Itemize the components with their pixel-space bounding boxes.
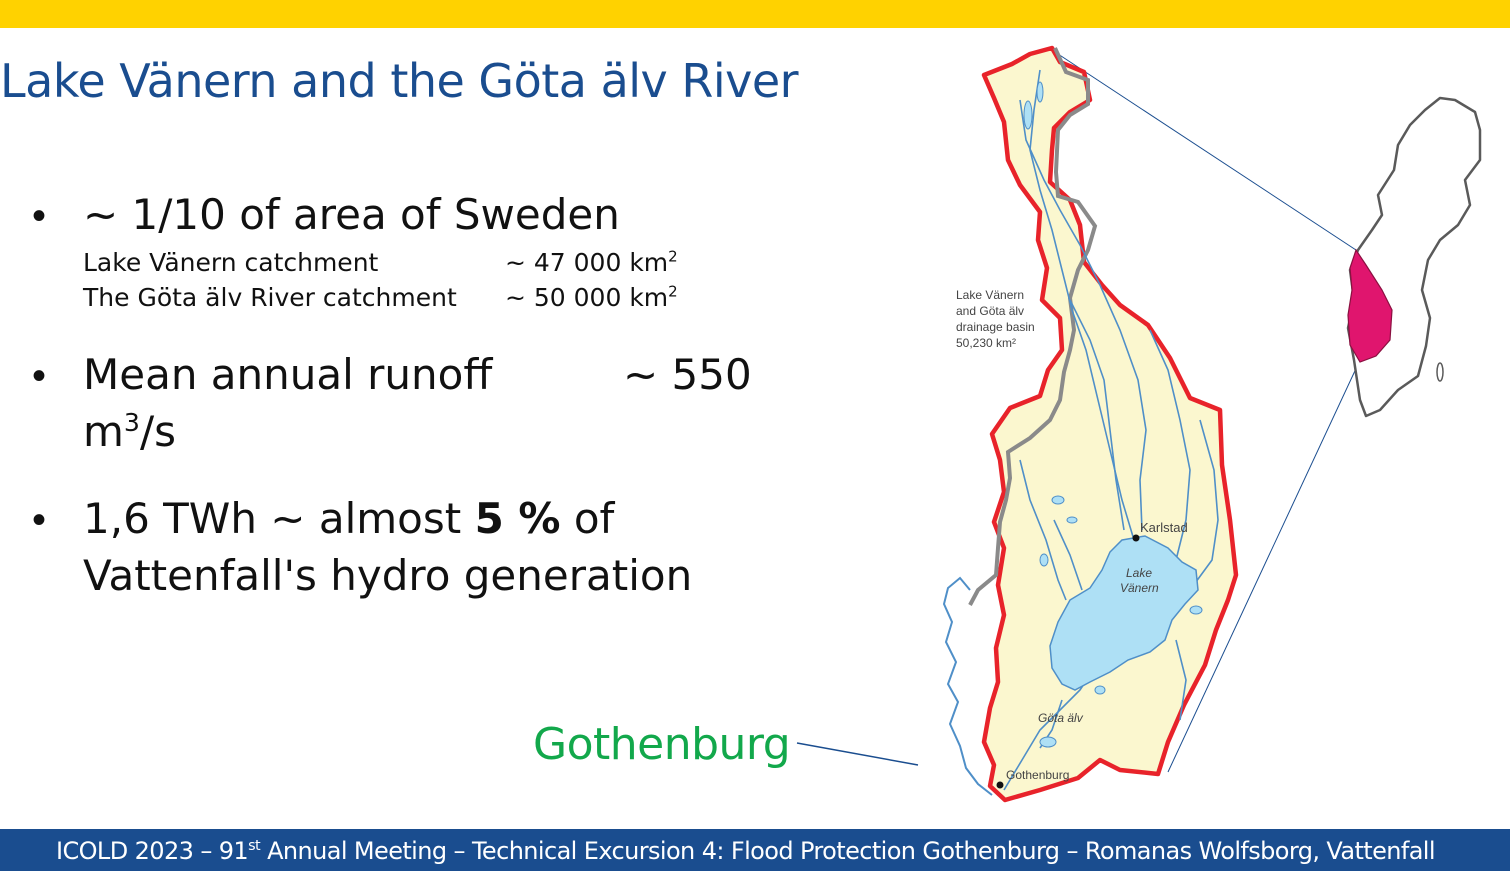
karlstad-label: Karlstad [1140,520,1188,535]
gothenburg-callout: Gothenburg [533,719,791,770]
basin-label-line1: Lake Vänern [956,288,1025,302]
karlstad-marker [1133,535,1140,542]
bullet-area-text: ~ 1/10 of area of Sweden [83,190,620,239]
bullet-runoff-unit: $m^3/s$ [83,407,176,456]
bullet-runoff-label: Mean annual runoff [83,350,493,399]
bullet-runoff-value: ~ 550 [623,350,752,399]
river-label: Göta älv [1038,711,1083,725]
sub-item-gota-label: The Göta älv River catchment [83,283,457,312]
sub-item-gota-value: ~ 50 000 $km^2$ [505,282,678,312]
footer-text: ICOLD 2023 – 91st Annual Meeting – Technical Excursion 4: Flood Protection Gothenburg – Romanas Wolfsborg, Vattenfall [56,837,1435,865]
bullet-marker: • [32,194,47,238]
basin-label-line2: and Göta älv [956,304,1025,318]
bullet-marker: • [32,354,47,398]
gothenburg-map-label: Gothenburg [1006,768,1070,782]
basin-label-line4: 50,230 km² [956,336,1017,350]
lake-label-line1: Lake [1126,566,1153,580]
bullet-marker: • [32,498,47,542]
lake-label-line2: Vänern [1120,581,1159,595]
bullet-generation-line2: Vattenfall's hydro generation [83,551,693,600]
sweden-inset-outline [1348,98,1480,416]
callout-leader-line [797,743,918,765]
footer-bar [0,829,1510,871]
inset-connector-top [1055,52,1356,250]
slide-title: Lake Vänern and the Göta älv River [0,54,799,108]
bullet-generation-line1: 1,6 TWh ~ almost 5 % of [83,494,615,543]
sub-item-vanern-label: Lake Vänern catchment [83,248,379,277]
coastline [944,578,992,795]
basin-label-line3: drainage basin [956,320,1035,334]
island-oland [1437,363,1443,381]
sub-item-vanern-value: ~ 47 000 $km^2$ [505,247,678,277]
gothenburg-marker [997,782,1004,789]
